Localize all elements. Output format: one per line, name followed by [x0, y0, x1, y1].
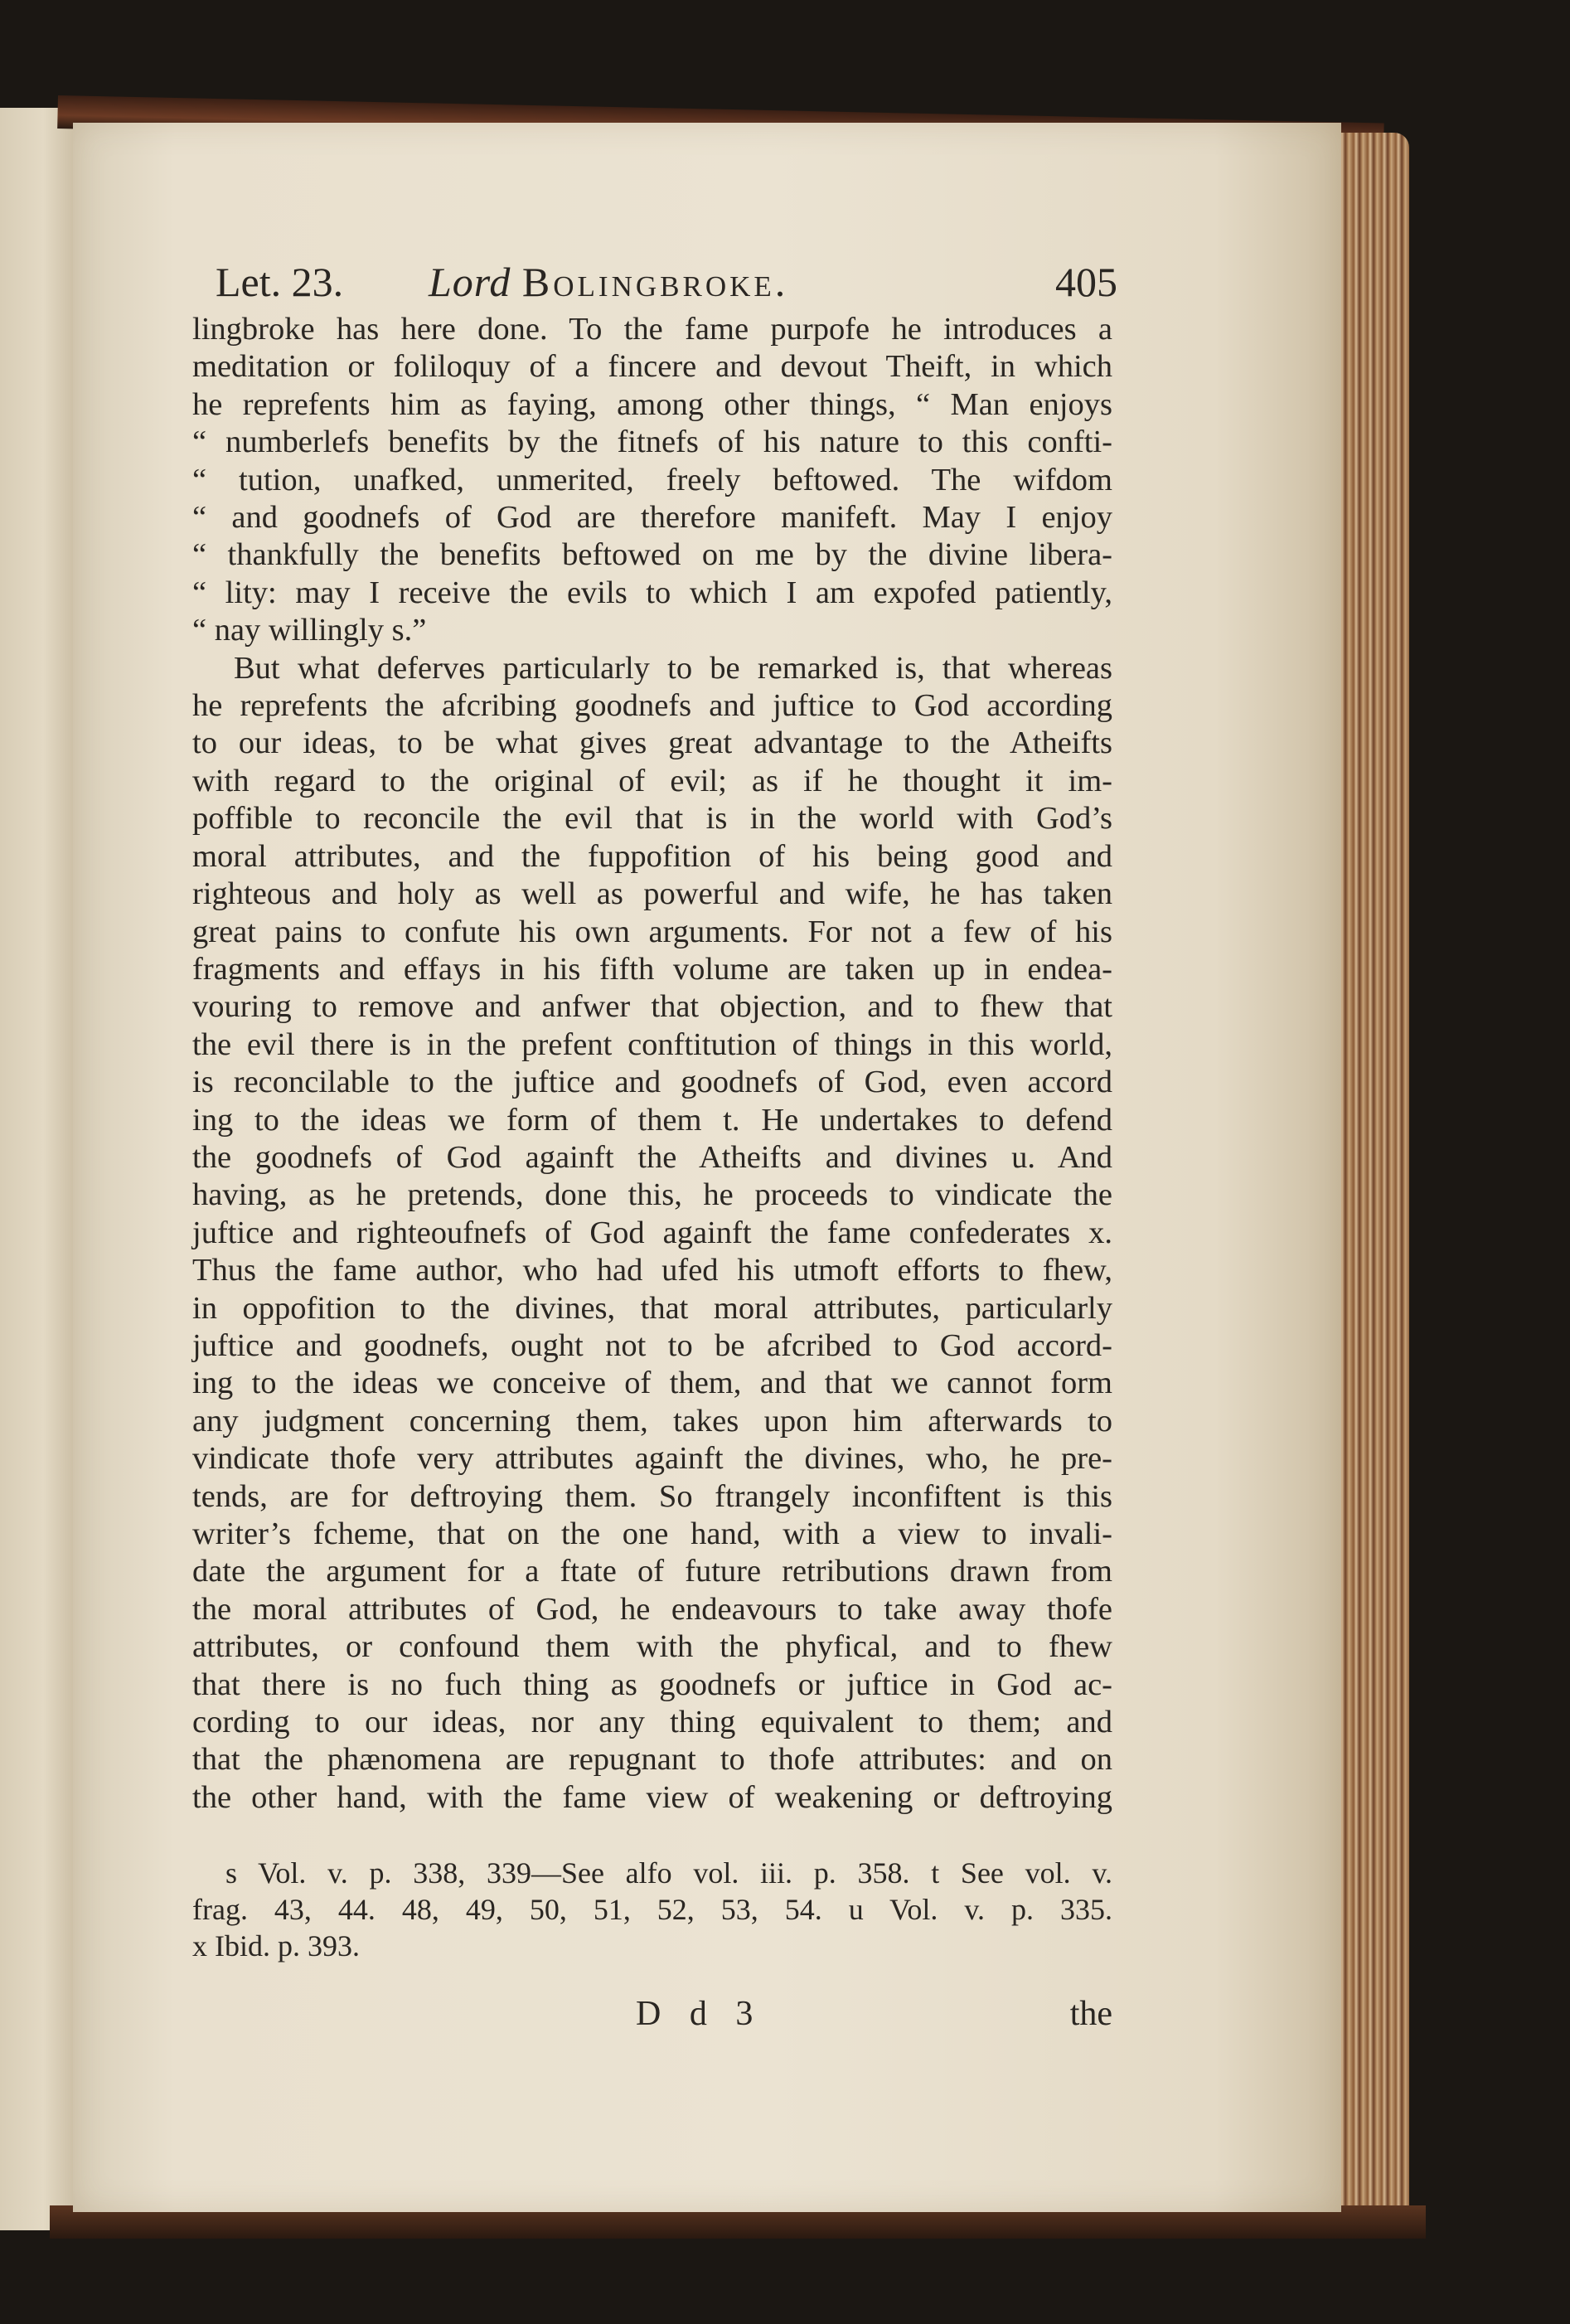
text-line: attributes, or confound them with the phyfical, and to fhew	[192, 1629, 1112, 1665]
text-line: the evil there is in the prefent conftitution of things in this world,	[192, 1026, 1112, 1062]
text-line: is reconcilable to the juftice and goodnefs of God, even accord	[192, 1065, 1112, 1100]
text-line: vouring to remove and anfwer that objection, and to fhew that	[192, 989, 1112, 1025]
text-line: the goodnefs of God againft the Atheifts and divines u. And	[192, 1139, 1112, 1175]
page-number: 405	[1055, 259, 1117, 305]
footnotes	[192, 1855, 1112, 1964]
footnote-line: frag. 43, 44. 48, 49, 50, 51, 52, 53, 54. u Vol. v. p. 335.	[192, 1893, 1112, 1927]
text-line: any judgment concerning them, takes upon him afterwards to	[192, 1403, 1112, 1439]
running-title-italic: Lord	[429, 259, 511, 305]
text-line: the other hand, with the fame view of weakening or deftroying	[192, 1779, 1112, 1815]
text-line: juftice and goodnefs, ought not to be afcribed to God accord-	[192, 1327, 1112, 1363]
paragraph-start-line: But what deferves particularly to be remarked is, that whereas	[234, 650, 1112, 686]
facing-page-edge	[0, 108, 79, 2230]
text-line: “ lity: may I receive the evils to which I am expofed patiently,	[192, 575, 1112, 610]
text-line: fragments and effays in his fifth volume are taken up in endea-	[192, 951, 1112, 987]
text-line: “ thankfully the benefits beftowed on me by the divine libera-	[192, 537, 1112, 573]
text-line: “ and goodnefs of God are therefore manifeft. May I enjoy	[192, 500, 1112, 536]
text-line: tends, are for deftroying them. So ftrangely inconfiftent is this	[192, 1478, 1112, 1514]
text-line: writer’s fcheme, that on the one hand, with a view to invali-	[192, 1516, 1112, 1551]
text-line: vindicate thofe very attributes againft the divines, who, he pre-	[192, 1441, 1112, 1477]
catchword: the	[1069, 1995, 1112, 2034]
text-line: ing to the ideas we form of them t. He undertakes to defend	[192, 1102, 1112, 1138]
signature-row	[192, 1989, 1112, 2039]
text-line: in oppofition to the divines, that moral attributes, particularly	[192, 1290, 1112, 1326]
body-text	[192, 311, 1112, 1817]
signature-mark: D d 3	[636, 1995, 763, 2034]
page-text-block	[192, 253, 1117, 2039]
text-line: great pains to confute his own arguments. For not a few of his	[192, 914, 1112, 949]
page-fore-edge	[1335, 133, 1409, 2222]
text-line: ing to the ideas we conceive of them, and that we cannot form	[192, 1366, 1112, 1401]
text-line: Thus the fame author, who had ufed his utmoft efforts to fhew,	[192, 1253, 1112, 1288]
text-line: “ numberlefs benefits by the fitnefs of his nature to this confti-	[192, 425, 1112, 460]
text-line: the moral attributes of God, he endeavours to take away thofe	[192, 1591, 1112, 1627]
text-line: he reprefents the afcribing goodnefs and juftice to God according	[192, 688, 1112, 724]
text-line: juftice and righteoufnefs of God againft the fame confederates x.	[192, 1215, 1112, 1250]
running-header	[192, 253, 1117, 311]
letter-number: Let. 23.	[216, 259, 344, 305]
text-line: “ tution, unafked, unmerited, freely beftowed. The wifdom	[192, 462, 1112, 497]
text-line: moral attributes, and the fuppofition of his being good and	[192, 838, 1112, 874]
text-line: that the phænomena are repugnant to thofe attributes: and on	[192, 1742, 1112, 1778]
text-line: poffible to reconcile the evil that is in the world with God’s	[192, 801, 1112, 837]
footnote-line: x Ibid. p. 393.	[192, 1929, 360, 1963]
text-line: that there is no fuch thing as goodnefs or juftice in God ac-	[192, 1667, 1112, 1702]
footnote-line: s Vol. v. p. 338, 339—See alfo vol. iii. p. 358. t See vol. v.	[225, 1856, 1112, 1890]
text-line: meditation or foliloquy of a fincere and devout Theift, in which	[192, 349, 1112, 385]
running-title	[429, 253, 788, 311]
running-title-name: Bolingbroke.	[521, 259, 789, 305]
text-line: he reprefents him as faying, among other things, “ Man enjoys	[192, 386, 1112, 422]
text-line: having, as he pretends, done this, he proceeds to vindicate the	[192, 1177, 1112, 1213]
text-line: cording to our ideas, nor any thing equivalent to them; and	[192, 1705, 1112, 1740]
text-line: “ nay willingly s.”	[192, 613, 427, 648]
text-line: righteous and holy as well as powerful and wife, he has taken	[192, 876, 1112, 912]
text-line: with regard to the original of evil; as if he thought it im-	[192, 763, 1112, 798]
text-line: date the argument for a ftate of future retributions drawn from	[192, 1554, 1112, 1589]
text-line: lingbroke has here done. To the fame purpofe he introduces a	[192, 312, 1112, 347]
text-line: to our ideas, to be what gives great advantage to the Atheifts	[192, 725, 1112, 761]
